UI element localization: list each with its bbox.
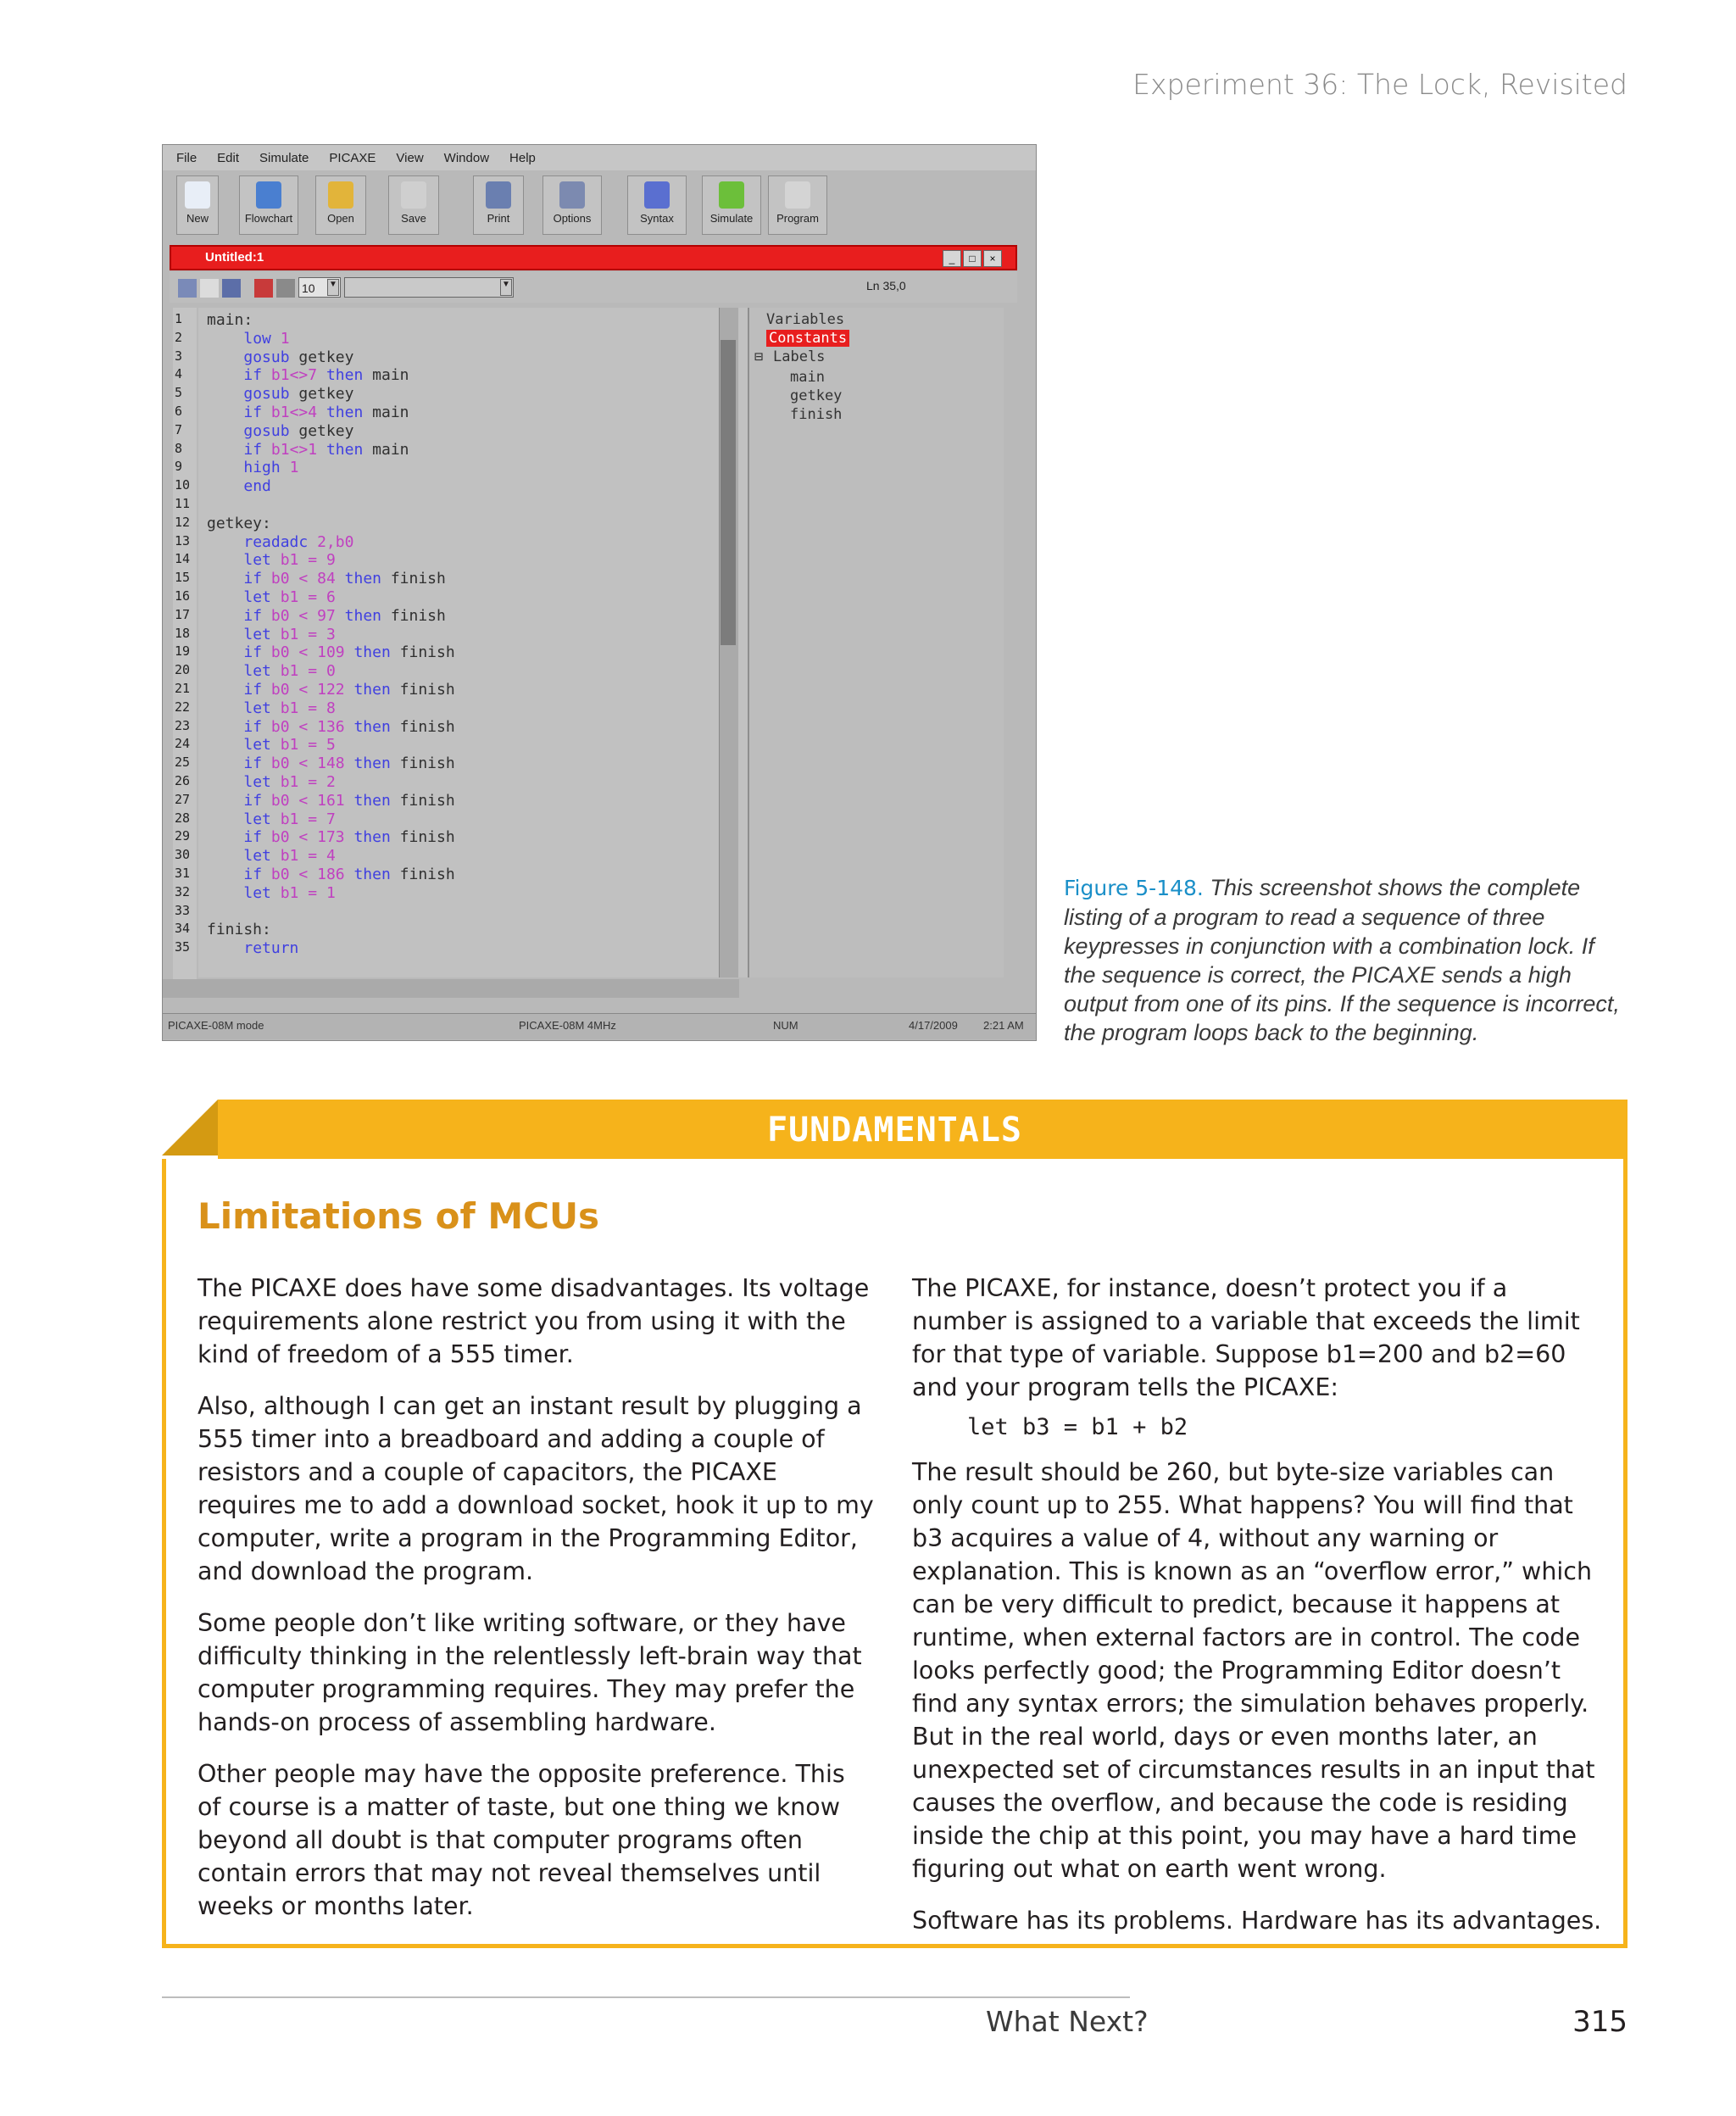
- sidebar-right-column: [912, 1272, 1607, 1956]
- syntax-check-icon: [644, 181, 670, 209]
- code-example: let b3 = b1 + b2: [967, 1414, 1188, 1440]
- status-time: 2:21 AM: [983, 1019, 1024, 1032]
- status-num: NUM: [773, 1019, 798, 1032]
- code-line: low 1: [243, 329, 290, 348]
- line-number: 21: [175, 681, 191, 696]
- tree-labels[interactable]: Labels: [773, 348, 826, 365]
- code-line: if b0 < 109 then finish: [243, 643, 455, 662]
- line-number: 14: [175, 551, 191, 567]
- line-number: 12: [175, 514, 191, 530]
- editor-hscrollbar[interactable]: [163, 979, 739, 998]
- line-column-indicator: Ln 35,0: [866, 279, 906, 292]
- line-number: 24: [175, 736, 191, 752]
- paragraph: Other people may have the opposite preference. This of course is a matter of taste, but one thing we know beyond all doubt is that computer programs often contain errors that may not reveal themselves until weeks or months later.: [198, 1760, 845, 1920]
- new-button[interactable]: New: [176, 175, 219, 235]
- code-line: finish:: [207, 921, 271, 939]
- line-number: 2: [175, 329, 183, 345]
- figure-caption: [1064, 873, 1623, 1047]
- menu-file[interactable]: File: [176, 150, 198, 165]
- menu-bar: [163, 145, 1036, 170]
- paragraph: The result should be 260, but byte-size variables can only count up to 255. What happens? You will find that b3 acquires a value of 4, without any warning or explanation. This is known as an “overflow error,” which can be very difficult to predict, because it happens at runtime, when external factors are in control. The code looks perfectly good; the Programming Editor doesn’t find any syntax errors; the simulation behaves properly. But in the real world, days or even months later, an unexpected set of circumstances results in an input that causes the overflow, and because the code is residing inside the chip at this point, you may have a hard time figuring out what on earth went wrong.: [912, 1458, 1595, 1883]
- line-number: 22: [175, 699, 191, 715]
- redo-icon[interactable]: [276, 279, 295, 298]
- line-number: 28: [175, 810, 191, 826]
- line-number: 19: [175, 643, 191, 660]
- line-number: 4: [175, 366, 183, 382]
- menu-edit[interactable]: Edit: [217, 150, 240, 165]
- editor-screenshot: [162, 144, 1037, 1041]
- line-number: 17: [175, 606, 191, 622]
- menu-window[interactable]: Window: [443, 150, 490, 165]
- code-line: if b0 < 136 then finish: [243, 717, 455, 736]
- code-line: gosub getkey: [243, 421, 354, 440]
- line-number: 33: [175, 902, 191, 918]
- tree-label-getkey[interactable]: getkey: [790, 387, 843, 404]
- simulate-button[interactable]: Simulate: [702, 175, 761, 235]
- editor-scrollbar-thumb[interactable]: [721, 340, 736, 645]
- editor-window-title: Untitled:1: [205, 250, 264, 264]
- line-number: 9: [175, 459, 183, 475]
- line-number: 32: [175, 883, 191, 899]
- code-line: gosub getkey: [243, 385, 354, 404]
- paste-icon[interactable]: [222, 279, 241, 298]
- code-line: let b1 = 9: [243, 551, 336, 570]
- chevron-down-icon[interactable]: ▼: [327, 279, 339, 296]
- line-number: 16: [175, 588, 191, 604]
- line-number: 15: [175, 570, 191, 586]
- line-number: 18: [175, 625, 191, 641]
- running-header: Experiment 36: The Lock, Revisited: [1132, 68, 1628, 101]
- copy-icon[interactable]: [200, 279, 219, 298]
- new-file-icon: [185, 181, 210, 209]
- label-tree: [748, 308, 1004, 977]
- line-number: 8: [175, 440, 183, 456]
- tree-variables[interactable]: Variables: [766, 311, 845, 328]
- paragraph: The PICAXE does have some disadvantages. Its voltage requirements alone restrict you from using it with the kind of freedom of a 555 timer.: [198, 1274, 870, 1368]
- code-line: let b1 = 7: [243, 810, 336, 828]
- code-line: end: [243, 477, 271, 496]
- status-bar: [163, 1013, 1036, 1039]
- figure-caption-text: This screenshot shows the complete listing of a program to read a sequence of three keypresses in conjunction with a combination lock. If the sequence is correct, the PICAXE sends a high output from one of its pins. If the sequence is incorrect, the program loops back to the beginning.: [1064, 875, 1620, 1045]
- code-line: let b1 = 8: [243, 699, 336, 717]
- flowchart-icon: [256, 181, 281, 209]
- line-number: 25: [175, 755, 191, 771]
- code-line: let b1 = 2: [243, 773, 336, 791]
- page-number: 315: [1572, 2005, 1628, 2039]
- maximize-button[interactable]: □: [963, 250, 982, 267]
- folder-icon: [328, 181, 353, 209]
- menu-simulate[interactable]: Simulate: [259, 150, 309, 165]
- tools-icon: [559, 181, 585, 209]
- program-icon: [785, 181, 810, 209]
- close-button[interactable]: ×: [983, 250, 1002, 267]
- toolbar: [163, 172, 1036, 240]
- line-number: 7: [175, 421, 183, 437]
- line-number: 6: [175, 404, 183, 419]
- print-button[interactable]: Print: [473, 175, 524, 235]
- code-line: if b0 < 186 then finish: [243, 866, 455, 883]
- save-button[interactable]: Save: [388, 175, 439, 235]
- code-line: if b0 < 122 then finish: [243, 681, 455, 699]
- code-line: let b1 = 6: [243, 588, 336, 606]
- code-line: let b1 = 4: [243, 847, 336, 866]
- sidebar-band-label: FUNDAMENTALS: [767, 1111, 1022, 1150]
- footer-rule: [162, 1996, 1130, 1998]
- paragraph: Some people don’t like writing software, or they have difficulty thinking in the relentlessly left-brain way that computer programming requires. They may prefer the hands-on process of assembling hardware.: [198, 1609, 862, 1736]
- flowchart-button[interactable]: Flowchart: [239, 175, 298, 235]
- simulate-icon: [719, 181, 744, 209]
- tree-label-main[interactable]: main: [790, 369, 825, 386]
- label-select[interactable]: [344, 277, 514, 298]
- line-number: 10: [175, 477, 191, 493]
- line-number: 29: [175, 828, 191, 844]
- line-number: 26: [175, 773, 191, 788]
- figure-label: Figure 5-148.: [1064, 876, 1204, 900]
- code-line: let b1 = 5: [243, 736, 336, 755]
- status-date: 4/17/2009: [909, 1019, 958, 1032]
- line-number: 13: [175, 532, 191, 548]
- code-line: high 1: [243, 459, 299, 477]
- view-icon[interactable]: [178, 279, 197, 298]
- menu-picaxe[interactable]: PICAXE: [329, 150, 376, 165]
- undo-icon[interactable]: [254, 279, 273, 298]
- paragraph: Software has its problems. Hardware has its advantages.: [912, 1907, 1602, 1935]
- sidebar-left-column: [198, 1272, 876, 1941]
- tree-constants[interactable]: Constants: [766, 330, 849, 347]
- code-line: main:: [207, 311, 253, 329]
- collapse-icon[interactable]: ⊟: [754, 348, 764, 365]
- code-line: if b0 < 173 then finish: [243, 828, 455, 847]
- save-icon: [401, 181, 426, 209]
- editor-window-titlebar[interactable]: [170, 245, 1017, 270]
- open-button[interactable]: Open: [315, 175, 366, 235]
- line-number: 30: [175, 847, 191, 863]
- line-number: 35: [175, 939, 191, 955]
- line-number: 23: [175, 717, 191, 733]
- line-number: 3: [175, 348, 183, 364]
- code-line: getkey:: [207, 514, 271, 532]
- minimize-button[interactable]: _: [943, 250, 961, 267]
- sidebar-corner: [162, 1100, 218, 1155]
- status-mode: PICAXE-08M mode: [168, 1019, 264, 1032]
- code-line: let b1 = 0: [243, 662, 336, 681]
- tree-label-finish[interactable]: finish: [790, 406, 843, 423]
- code-line: if b0 < 161 then finish: [243, 791, 455, 810]
- syntax-button[interactable]: Syntax: [627, 175, 687, 235]
- code-line: if b1<>1 then main: [243, 440, 409, 459]
- code-line: readadc 2,b0: [243, 532, 354, 551]
- paragraph: Also, although I can get an instant result by plugging a 555 timer into a breadboard and adding a couple of resistors and a couple of capacitors, the PICAXE requires me to add a download socket, hook it up to my computer, write a program in the Programming Editor, and download the program.: [198, 1392, 874, 1585]
- code-line: if b0 < 148 then finish: [243, 755, 455, 773]
- printer-icon: [486, 181, 511, 209]
- line-number: 34: [175, 921, 191, 937]
- status-chip: PICAXE-08M 4MHz: [519, 1019, 616, 1032]
- font-size-select[interactable]: 10: [298, 277, 341, 298]
- code-line: return: [243, 939, 299, 958]
- paragraph: The PICAXE, for instance, doesn’t protect you if a number is assigned to a variable that exceeds the limit for that type of variable. Suppose b1=200 and b2=60 and your program tells the PICAXE:: [912, 1274, 1580, 1401]
- code-line: if b0 < 84 then finish: [243, 570, 446, 588]
- program-button[interactable]: Program: [768, 175, 827, 235]
- menu-help[interactable]: Help: [509, 150, 536, 165]
- chevron-down-icon[interactable]: ▼: [500, 279, 512, 296]
- line-number: 31: [175, 866, 191, 881]
- code-line: gosub getkey: [243, 348, 354, 366]
- code-line: let b1 = 1: [243, 883, 336, 902]
- options-button[interactable]: Options: [542, 175, 602, 235]
- code-line: if b1<>7 then main: [243, 366, 409, 385]
- code-editor[interactable]: [175, 308, 775, 977]
- line-number: 27: [175, 791, 191, 807]
- code-line: let b1 = 3: [243, 625, 336, 643]
- menu-view[interactable]: View: [396, 150, 424, 165]
- line-number: 11: [175, 496, 191, 511]
- sidebar-heading: Limitations of MCUs: [198, 1195, 600, 1237]
- line-number: 5: [175, 385, 183, 401]
- line-number: 1: [175, 311, 183, 326]
- line-number: 20: [175, 662, 191, 678]
- code-line: if b0 < 97 then finish: [243, 606, 446, 625]
- footer-section-title: What Next?: [986, 2005, 1149, 2038]
- code-line: if b1<>4 then main: [243, 404, 409, 421]
